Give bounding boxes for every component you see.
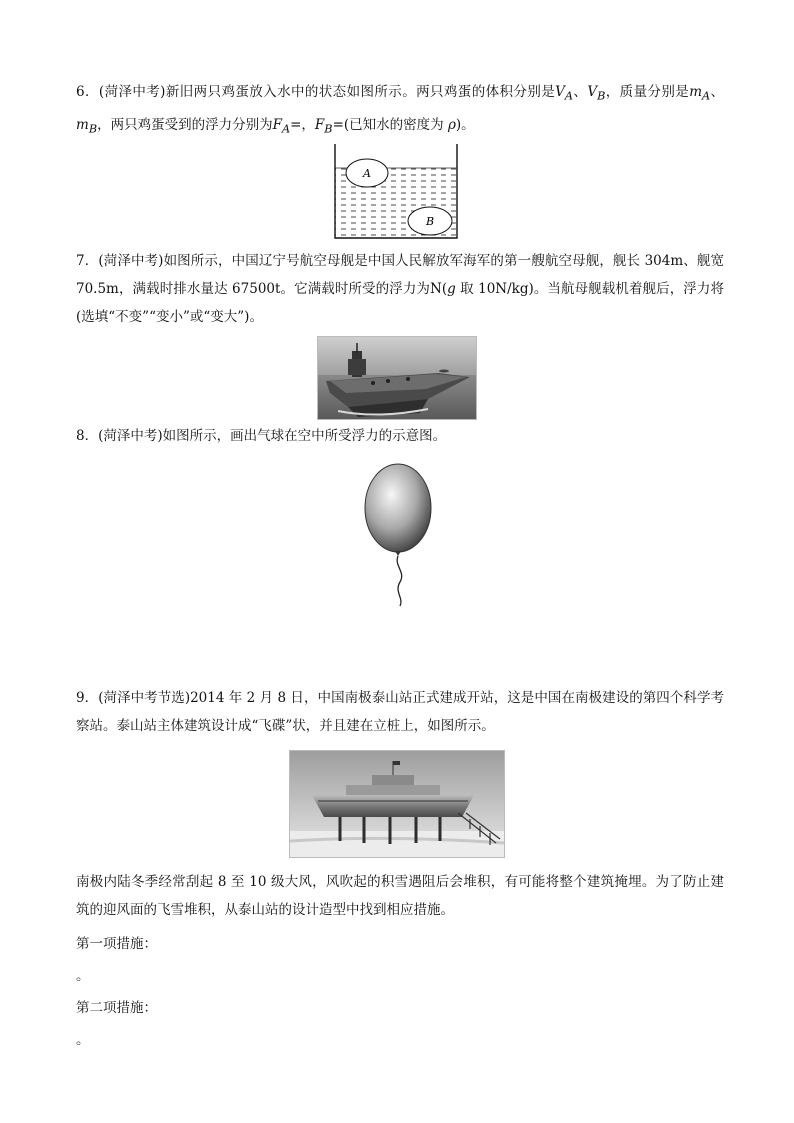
taishan-station-image	[290, 751, 504, 857]
balloon-figure	[360, 462, 440, 610]
beaker-figure	[330, 142, 462, 242]
measure-1-answer-end: 。	[76, 968, 90, 984]
measure-1-label: 第一项措施：	[76, 936, 157, 952]
egg-a-label: A	[363, 167, 371, 180]
aircraft-carrier-photo	[317, 336, 477, 420]
question-8: 8．(菏泽中考)如图所示，画出气球在空中所受浮力的示意图。	[76, 428, 447, 444]
question-9: 9．(菏泽中考节选)2014 年 2 月 8 日，中国南极泰山站正式建成开站，这是中国在南极建设的第四个科学考察站。泰山站主体建筑设计成“飞碟”状，并且建在立桩上，如图所示。	[76, 690, 724, 734]
question-6: 6．(菏泽中考)新旧两只鸡蛋放入水中的状态如图所示。两只鸡蛋的体积分别是$V_A$、$V_B$，质量分别是$m_A$、$m_B$，两只鸡蛋受到的浮力分别为$F_A=$，$F_B=$(已知水的密度为 ρ)。	[76, 84, 725, 136]
egg-b-label: B	[426, 215, 435, 228]
balloon-string	[397, 556, 402, 606]
balloon-knot	[395, 551, 401, 556]
measure-2-label: 第二项措施：	[76, 1000, 157, 1016]
aircraft-carrier-image	[318, 337, 476, 419]
measure-2-answer-end: 。	[76, 1032, 90, 1048]
question-9-continued: 南极内陆冬季经常刮起 8 至 10 级大风，风吹起的积雪遇阻后会堆积，有可能将整个建筑掩埋。为了防止建筑的迎风面的飞雪堆积，从泰山站的设计造型中找到相应措施。	[76, 874, 724, 918]
balloon	[365, 464, 431, 552]
taishan-station-photo	[289, 750, 505, 858]
question-7: 7．(菏泽中考)如图所示，中国辽宁号航空母舰是中国人民解放军海军的第一艘航空母舰，舰长 304m、舰宽 70.5m，满载时排水量达 67500t。它满载时所受的浮力为N(g 取 10N/kg)。当航母舰载机着舰后，浮力将(选填“不变”“变小”或“变大”)。	[76, 253, 724, 325]
